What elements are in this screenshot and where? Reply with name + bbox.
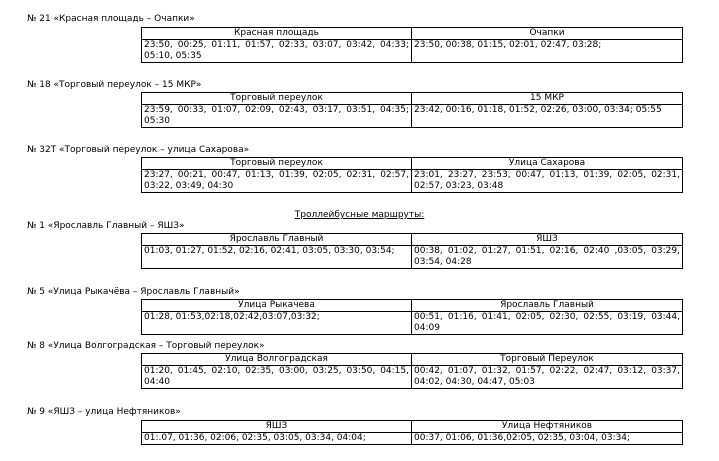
timetable-route-1 bbox=[141, 233, 683, 269]
route-title-5: № 5 «Улица Рыкачёва – Ярославль Главный» bbox=[27, 287, 240, 297]
timetable-route-9 bbox=[141, 420, 683, 445]
stop-header: Торговый Переулок bbox=[412, 354, 683, 366]
timetable-route-18 bbox=[141, 92, 683, 128]
stop-header: Улица Нефтяников bbox=[412, 421, 683, 433]
route-title-21: № 21 «Красная площадь – Очапки» bbox=[27, 14, 195, 24]
stop-header: Очапки bbox=[412, 28, 683, 40]
stop-header: ЯШЗ bbox=[412, 234, 683, 246]
route-title-18: № 18 «Торговый переулок – 15 МКР» bbox=[27, 80, 202, 90]
route-title-9: № 9 «ЯШЗ – улица Нефтяников» bbox=[27, 407, 181, 417]
departure-times: 01:20, 01:45, 02:10, 02:35, 03:00, 03:25, 03:50, 04:15, 04:40 bbox=[142, 366, 412, 389]
stop-header: ЯШЗ bbox=[142, 421, 412, 433]
stop-header: Торговый переулок bbox=[142, 158, 412, 170]
stop-header: Улица Рыкачева bbox=[142, 300, 412, 312]
departure-times: 23:27, 00:21, 00:47, 01:13, 01:39, 02:05, 02:31, 02:57, 03:22, 03:49, 04:30 bbox=[142, 170, 412, 193]
timetable-route-32t bbox=[141, 157, 683, 193]
stop-header: Улица Волгоградская bbox=[142, 354, 412, 366]
departure-times: 00:51, 01:16, 01:41, 02:05, 02:30, 02:55, 03:19, 03:44, 04:09 bbox=[412, 312, 683, 335]
timetable-route-8 bbox=[141, 353, 683, 389]
departure-times: 23:59, 00:33, 01:07, 02:09, 02:43, 03:17, 03:51, 04:35; 05:30 bbox=[142, 105, 412, 128]
departure-times: 00:37, 01:06, 01:36,02:05, 02:35, 03:04, 03:34; bbox=[412, 433, 683, 445]
stop-header: Ярославль Главный bbox=[412, 300, 683, 312]
departure-times: 00:38, 01:02, 01:27, 01:51, 02:16, 02:40 ,03:05, 03:29, 03:54, 04:28 bbox=[412, 246, 683, 269]
departure-times: 01:03, 01:27, 01:52, 02:16, 02:41, 03:05, 03:30, 03:54; bbox=[142, 246, 412, 269]
departure-times: 01:.07, 01:36, 02:06, 02:35, 03:05, 03:34, 04:04; bbox=[142, 433, 412, 445]
departure-times: 23:50, 00:25, 01:11, 01:57, 02:33, 03:07, 03:42, 04:33; 05:10, 05:35 bbox=[142, 40, 412, 63]
stop-header: Торговый переулок bbox=[142, 93, 412, 105]
route-title-8: № 8 «Улица Волгоградская – Торговый переулок» bbox=[27, 341, 265, 351]
stop-header: Красная площадь bbox=[142, 28, 412, 40]
stop-header: Улица Сахарова bbox=[412, 158, 683, 170]
trolleybus-section-heading: Троллейбусные маршруты: bbox=[294, 210, 425, 220]
stop-header: 15 МКР bbox=[412, 93, 683, 105]
departure-times: 23:50, 00:38, 01:15, 02:01, 02:47, 03:28; bbox=[412, 40, 683, 63]
route-title-32t: № 32Т «Торговый переулок – улица Сахарова» bbox=[27, 145, 250, 155]
route-title-1: № 1 «Ярославль Главный – ЯШЗ» bbox=[27, 221, 185, 231]
departure-times: 23:42, 00:16, 01:18, 01:52, 02:26, 03:00, 03:34; 05:55 bbox=[412, 105, 683, 128]
departure-times: 01:28, 01:53,02:18,02:42,03:07,03:32; bbox=[142, 312, 412, 335]
departure-times: 23:01, 23:27, 23:53, 00:47, 01:13, 01:39, 02:05, 02:31, 02:57, 03:23, 03:48 bbox=[412, 170, 683, 193]
stop-header: Ярославль Главный bbox=[142, 234, 412, 246]
departure-times: 00:42, 01:07, 01:32, 01:57, 02:22, 02:47, 03:12, 03:37, 04:02, 04:30, 04:47, 05:03 bbox=[412, 366, 683, 389]
timetable-route-21 bbox=[141, 27, 683, 63]
timetable-route-5 bbox=[141, 299, 683, 335]
